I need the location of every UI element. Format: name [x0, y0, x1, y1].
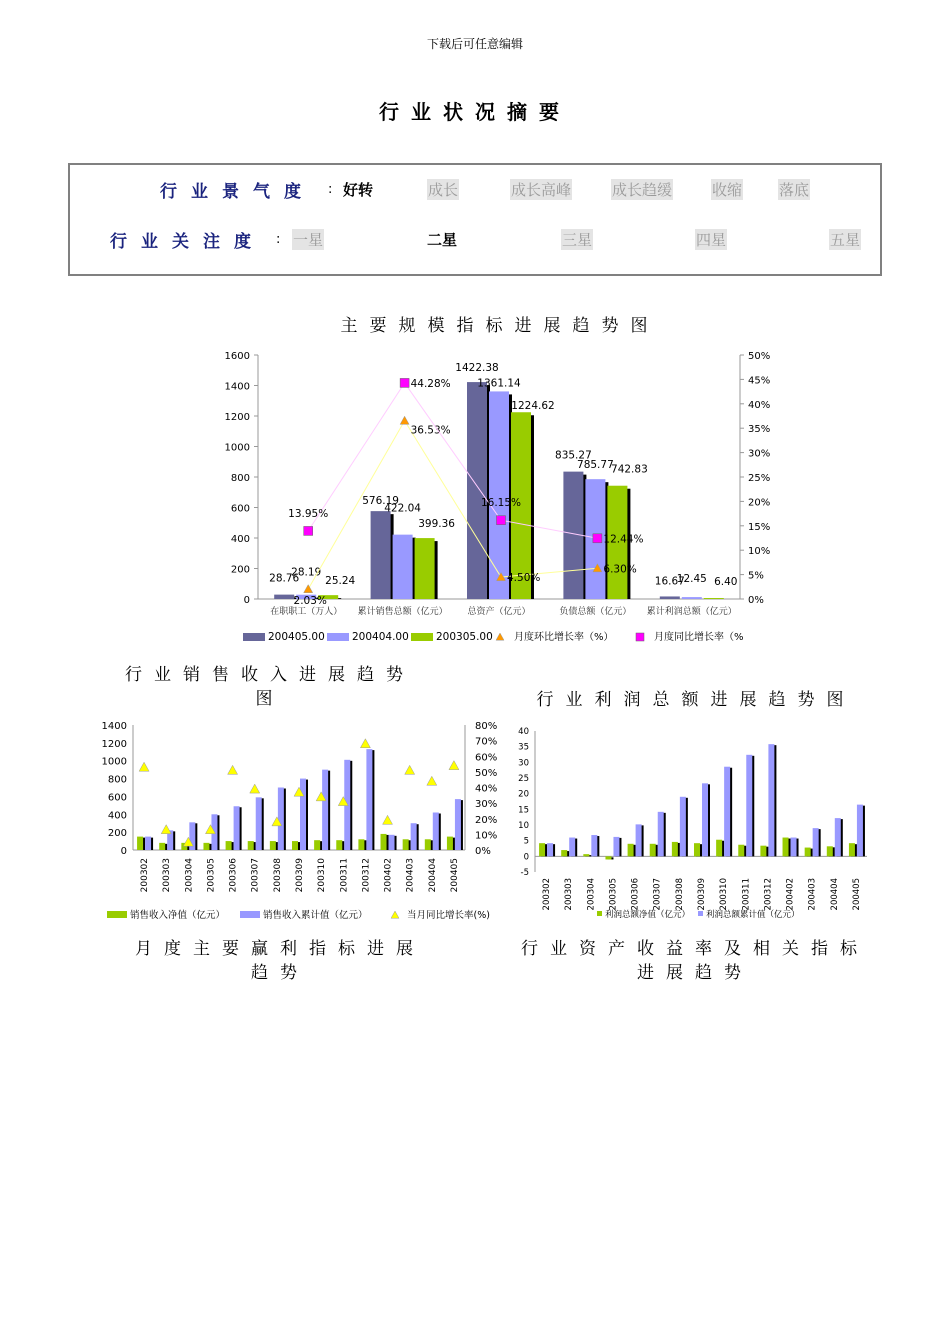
bar-销售收入净值（亿元）-200308 — [270, 841, 276, 850]
bar-利润总额净值（亿元）-200402 — [783, 838, 789, 857]
point-growth-200404 — [427, 776, 437, 785]
bar-200405.00-在职职工（万人） — [274, 595, 294, 599]
bar-value-label: 576.19 — [362, 495, 399, 508]
header-note: 下载后可任意编辑 — [426, 37, 523, 51]
bar-value-label: 742.83 — [611, 463, 648, 476]
bar-利润总额累计值（亿元）-200302 — [547, 843, 553, 856]
y2-tick-label: 35% — [748, 424, 771, 436]
line-value-label: 13.95% — [288, 507, 329, 520]
bar-销售收入累计值（亿元）-200308 — [278, 788, 284, 851]
attention-colon: : — [276, 232, 281, 247]
x-category-label: 200311 — [741, 878, 752, 911]
bar-利润总额累计值（亿元）-200304 — [591, 835, 597, 856]
bar-销售收入净值（亿元）-200309 — [292, 841, 298, 850]
industry-summary-box — [68, 163, 882, 276]
x-category-label: 200310 — [719, 878, 730, 911]
x-category-label: 200310 — [317, 858, 328, 893]
point-growth-200405 — [449, 761, 459, 770]
point-月度环比增长率（%）-1 — [400, 416, 409, 424]
bar-利润总额累计值（亿元）-200305 — [613, 837, 619, 856]
y-tick-label: 1400 — [224, 381, 250, 393]
bar-销售收入累计值（亿元）-200402 — [389, 835, 395, 850]
point-growth-200402 — [383, 815, 393, 824]
prosperity-option-contraction: 收缩 — [712, 181, 743, 199]
bar-销售收入净值（亿元）-200405 — [447, 837, 453, 850]
y2-tick-label: 70% — [475, 736, 498, 748]
bar-利润总额累计值（亿元）-200307 — [658, 812, 664, 856]
bar-销售收入累计值（亿元）-200405 — [455, 799, 461, 850]
bar-value-label: 16.67 — [654, 575, 685, 588]
bar-value-label: 835.27 — [555, 449, 592, 462]
x-category-label: 200307 — [250, 858, 261, 893]
bar-利润总额净值（亿元）-200304 — [583, 854, 589, 856]
bar-销售收入累计值（亿元）-200404 — [433, 813, 439, 851]
bar-销售收入累计值（亿元）-200309 — [300, 779, 306, 850]
monthly-profit-title-line1: 月度主要赢利指标进展 — [135, 939, 425, 959]
bar-销售收入净值（亿元）-200311 — [336, 840, 342, 850]
prosperity-option-bottom: 落底 — [779, 181, 810, 199]
bar-200305.00-累计销售总额（亿元） — [415, 538, 435, 599]
sales-trend-chart — [95, 712, 515, 932]
y2-tick-label: 45% — [748, 375, 771, 387]
legend-swatch-0 — [107, 911, 127, 918]
x-category-label: 200403 — [405, 858, 416, 893]
line-value-label: 36.53% — [410, 424, 451, 437]
prosperity-option-growth-peak: 成长高峰 — [511, 181, 572, 199]
bar-利润总额累计值（亿元）-200306 — [636, 824, 642, 856]
point-growth-200307 — [250, 784, 260, 793]
legend-swatch-1 — [327, 633, 349, 641]
y2-tick-label: 40% — [748, 399, 771, 411]
y-tick-label: 10 — [518, 821, 529, 831]
legend-label: 销售收入净值（亿元） — [130, 910, 226, 921]
x-category-label: 200309 — [295, 858, 305, 893]
bar-销售收入净值（亿元）-200404 — [425, 839, 431, 850]
x-category-label: 200402 — [383, 858, 394, 893]
asset-return-title-line1: 行业资产收益率及相关指标 — [521, 939, 869, 959]
y-tick-label: 1000 — [101, 756, 127, 768]
bar-value-label: 785.77 — [577, 459, 614, 472]
legend-label: 月度环比增长率（%） — [514, 632, 614, 643]
line-value-label: 4.50% — [507, 572, 541, 585]
bar-value-label: 399.36 — [418, 518, 455, 531]
y-tick-label: 600 — [230, 503, 250, 515]
bar-利润总额净值（亿元）-200302 — [539, 843, 545, 856]
bar-利润总额累计值（亿元）-200309 — [702, 783, 708, 856]
x-category-label: 负债总额（亿元） — [559, 607, 632, 617]
point-月度同比增长率（%-0 — [304, 526, 313, 535]
x-category-label: 200302 — [140, 858, 151, 893]
y-tick-label: 200 — [107, 828, 127, 840]
bar-销售收入净值（亿元）-200305 — [203, 843, 209, 850]
line-value-label: 12.44% — [603, 533, 644, 546]
y-tick-label: 1200 — [101, 738, 127, 750]
bar-200405.00-累计利润总额（亿元） — [660, 596, 680, 599]
bar-利润总额累计值（亿元）-200404 — [835, 818, 841, 856]
y2-tick-label: 50% — [475, 767, 498, 779]
legend-swatch-1 — [240, 911, 260, 918]
point-growth-200306 — [228, 765, 238, 774]
bar-利润总额累计值（亿元）-200405 — [857, 805, 863, 857]
y2-tick-label: 15% — [748, 521, 771, 533]
prosperity-option-growth-slowing: 成长趋缓 — [612, 181, 673, 199]
bar-value-label: 28.76 — [269, 572, 300, 585]
y-tick-label: 40 — [518, 727, 529, 737]
x-category-label: 200303 — [564, 878, 575, 911]
legend-label: 月度同比增长率（% — [654, 632, 744, 643]
point-月度环比增长率（%）-0 — [304, 585, 313, 593]
attention-option-one-star: 一星 — [293, 231, 324, 249]
bar-value-label: 422.04 — [384, 502, 421, 515]
x-category-label: 累计销售总额（亿元） — [357, 607, 448, 617]
y-tick-label: 1200 — [224, 412, 250, 423]
bar-200405.00-总资产（亿元） — [467, 382, 487, 599]
sales-trend-title-line1: 行业销售收入进展趋势 — [125, 665, 415, 685]
bar-利润总额净值（亿元）-200310 — [716, 840, 722, 857]
x-category-label: 200405 — [449, 858, 460, 893]
y-tick-label: 0 — [243, 595, 250, 606]
bar-200404.00-累计利润总额（亿元） — [682, 597, 702, 599]
bar-利润总额累计值（亿元）-200402 — [791, 838, 797, 857]
attention-option-five-star: 五星 — [830, 231, 861, 249]
bar-销售收入净值（亿元）-200306 — [226, 841, 232, 850]
legend-marker-0 — [496, 633, 504, 640]
bar-value-label: 25.24 — [325, 575, 356, 588]
legend-label: 200404.00 — [352, 631, 409, 643]
bar-销售收入净值（亿元）-200310 — [314, 840, 320, 850]
y2-tick-label: 25% — [748, 473, 771, 484]
x-category-label: 总资产（亿元） — [467, 607, 531, 617]
trend-line-0 — [308, 421, 597, 589]
y2-tick-label: 20% — [748, 497, 771, 509]
point-growth-200312 — [360, 739, 370, 748]
legend-label: 当月同比增长率(%) — [407, 910, 490, 921]
bar-销售收入净值（亿元）-200302 — [137, 837, 143, 850]
y-tick-label: 25 — [518, 774, 529, 784]
legend-swatch-2 — [411, 633, 433, 641]
x-category-label: 200402 — [785, 878, 796, 911]
y-tick-label: 400 — [107, 810, 127, 822]
point-growth-200303 — [161, 825, 171, 834]
point-月度同比增长率（%-1 — [400, 378, 409, 387]
prosperity-option-growth: 成长 — [428, 181, 459, 199]
bar-value-label: 1422.38 — [455, 362, 499, 375]
x-category-label: 200311 — [339, 858, 350, 893]
bar-利润总额净值（亿元）-200303 — [561, 850, 567, 856]
asset-return-title — [490, 937, 900, 985]
bar-销售收入净值（亿元）-200307 — [248, 841, 254, 850]
y-tick-label: 800 — [107, 774, 127, 786]
y-tick-label: 400 — [230, 534, 250, 545]
x-category-label: 200404 — [427, 858, 438, 893]
y2-tick-label: 10% — [475, 830, 498, 842]
prosperity-colon: : — [328, 182, 333, 197]
x-category-label: 200305 — [608, 878, 619, 911]
y-tick-label: 600 — [107, 792, 127, 804]
y2-tick-label: 80% — [475, 721, 498, 732]
x-category-label: 200403 — [807, 878, 818, 911]
prosperity-option-improving: 好转 — [343, 181, 374, 199]
bar-value-label: 1361.14 — [477, 377, 521, 390]
profit-trend-chart — [505, 712, 885, 932]
asset-return-title-line2: 进展趋势 — [637, 963, 753, 983]
line-value-label: 6.30% — [603, 563, 637, 576]
y2-tick-label: 5% — [748, 570, 764, 582]
y2-tick-label: 50% — [748, 351, 771, 362]
attention-option-two-star: 二星 — [427, 231, 458, 249]
point-growth-200403 — [405, 765, 415, 774]
x-category-label: 在职职工（万人） — [270, 607, 343, 617]
bar-利润总额净值（亿元）-200308 — [672, 842, 678, 856]
point-月度同比增长率（%-3 — [593, 534, 602, 543]
legend-label: 200405.00 — [268, 631, 325, 643]
bar-利润总额累计值（亿元）-200311 — [746, 755, 752, 857]
y-tick-label: 1400 — [101, 721, 127, 732]
monthly-profit-title — [100, 937, 460, 985]
bar-利润总额累计值（亿元）-200303 — [569, 838, 575, 857]
y-tick-label: 30 — [518, 758, 529, 769]
bar-利润总额净值（亿元）-200306 — [628, 844, 634, 857]
legend-swatch-1 — [698, 911, 703, 916]
bar-销售收入累计值（亿元）-200302 — [145, 837, 151, 850]
profit-trend-title: 行业利润总额进展趋势图 — [536, 690, 856, 710]
x-category-label: 200304 — [586, 878, 597, 911]
y2-tick-label: 30% — [475, 799, 498, 811]
y-tick-label: 5 — [523, 836, 529, 847]
legend-swatch-0 — [597, 911, 602, 916]
prosperity-label: 行业景气度 — [160, 182, 315, 202]
page-title: 行业状况摘要 — [379, 100, 571, 124]
bar-利润总额净值（亿元）-200403 — [805, 848, 811, 857]
line-value-label: 16.15% — [480, 497, 522, 510]
y-tick-label: 800 — [230, 473, 250, 484]
bar-value-label: 1224.62 — [511, 400, 555, 413]
bar-销售收入净值（亿元）-200402 — [381, 834, 387, 850]
x-category-label: 200308 — [674, 878, 685, 911]
y2-tick-label: 20% — [475, 814, 498, 826]
bar-销售收入累计值（亿元）-200310 — [322, 770, 328, 850]
y2-tick-label: 0% — [748, 595, 764, 606]
attention-option-four-star: 四星 — [696, 231, 727, 249]
y2-tick-label: 60% — [475, 752, 498, 764]
x-category-label: 200309 — [697, 878, 707, 911]
bar-利润总额累计值（亿元）-200403 — [813, 828, 819, 856]
x-category-label: 200307 — [652, 878, 663, 911]
legend-marker-1 — [636, 633, 644, 641]
attention-option-three-star: 三星 — [562, 231, 593, 249]
bar-利润总额累计值（亿元）-200312 — [768, 744, 774, 856]
point-月度同比增长率（%-2 — [497, 516, 506, 525]
x-category-label: 200305 — [206, 858, 217, 893]
point-growth-200302 — [139, 762, 149, 771]
y-tick-label: -5 — [520, 868, 529, 878]
scale-trend-title: 主要规模指标进展趋势图 — [340, 316, 660, 336]
y-tick-label: 0 — [523, 852, 529, 863]
legend-label: 利润总额净值（亿元） — [605, 910, 691, 920]
bar-利润总额净值（亿元）-200311 — [738, 845, 744, 857]
y-tick-label: 1000 — [224, 442, 250, 454]
x-category-label: 200303 — [162, 858, 173, 893]
y-tick-label: 35 — [518, 742, 529, 753]
bar-利润总额净值（亿元）-200312 — [760, 846, 766, 857]
bar-value-label: 6.40 — [714, 576, 738, 589]
line-value-label: 2.03% — [293, 595, 327, 608]
bar-销售收入净值（亿元）-200403 — [403, 839, 409, 850]
y-tick-label: 200 — [230, 564, 250, 576]
bar-value-label: 28.19 — [291, 566, 322, 579]
x-category-label: 200405 — [851, 878, 862, 911]
sales-trend-title-line2: 图 — [255, 689, 285, 709]
y2-tick-label: 40% — [475, 783, 498, 795]
y2-tick-label: 10% — [748, 546, 771, 558]
attention-label: 行业关注度 — [110, 232, 265, 252]
bar-利润总额净值（亿元）-200404 — [827, 846, 833, 856]
y-tick-label: 15 — [518, 805, 529, 816]
bar-利润总额净值（亿元）-200307 — [650, 844, 656, 857]
legend-marker-0 — [391, 911, 399, 918]
x-category-label: 200306 — [630, 878, 641, 911]
bar-销售收入净值（亿元）-200312 — [358, 839, 364, 850]
bar-200405.00-累计销售总额（亿元） — [371, 511, 391, 599]
bar-销售收入累计值（亿元）-200312 — [366, 749, 372, 850]
x-category-label: 200306 — [228, 858, 239, 893]
x-category-label: 200404 — [829, 878, 840, 911]
monthly-profit-title-line2: 趋势 — [251, 963, 309, 983]
scale-trend-chart — [0, 340, 950, 660]
bar-利润总额净值（亿元）-200309 — [694, 843, 700, 856]
bar-200305.00-累计利润总额（亿元） — [704, 598, 724, 599]
line-value-label: 44.28% — [410, 377, 451, 390]
y2-tick-label: 0% — [475, 846, 491, 857]
bar-200404.00-累计销售总额（亿元） — [393, 535, 413, 599]
bar-利润总额累计值（亿元）-200310 — [724, 767, 730, 857]
sales-trend-title — [100, 663, 440, 711]
x-category-label: 200302 — [542, 878, 553, 911]
x-category-label: 200312 — [763, 878, 774, 911]
legend-label: 200305.00 — [436, 631, 493, 643]
bar-销售收入净值（亿元）-200303 — [159, 843, 165, 850]
legend-label: 销售收入累计值（亿元） — [263, 910, 368, 921]
y-tick-label: 0 — [120, 846, 127, 857]
bar-200404.00-总资产（亿元） — [489, 391, 509, 599]
x-category-label: 200312 — [361, 858, 372, 893]
bar-利润总额净值（亿元）-200405 — [849, 843, 855, 856]
bar-利润总额净值（亿元）-200305 — [605, 856, 611, 859]
x-category-label: 200304 — [184, 858, 195, 893]
bar-利润总额累计值（亿元）-200308 — [680, 797, 686, 857]
x-category-label: 累计利润总额（亿元） — [646, 607, 737, 617]
y-tick-label: 1600 — [224, 351, 250, 362]
bar-销售收入累计值（亿元）-200306 — [234, 806, 240, 850]
y2-tick-label: 30% — [748, 448, 771, 460]
legend-label: 利润总额累计值（亿元） — [706, 910, 800, 920]
x-category-label: 200308 — [272, 858, 283, 893]
bar-value-label: 12.45 — [676, 573, 707, 586]
legend-swatch-0 — [243, 633, 265, 641]
bar-销售收入累计值（亿元）-200307 — [256, 797, 262, 850]
bar-销售收入累计值（亿元）-200403 — [411, 823, 417, 850]
y-tick-label: 20 — [518, 789, 529, 800]
